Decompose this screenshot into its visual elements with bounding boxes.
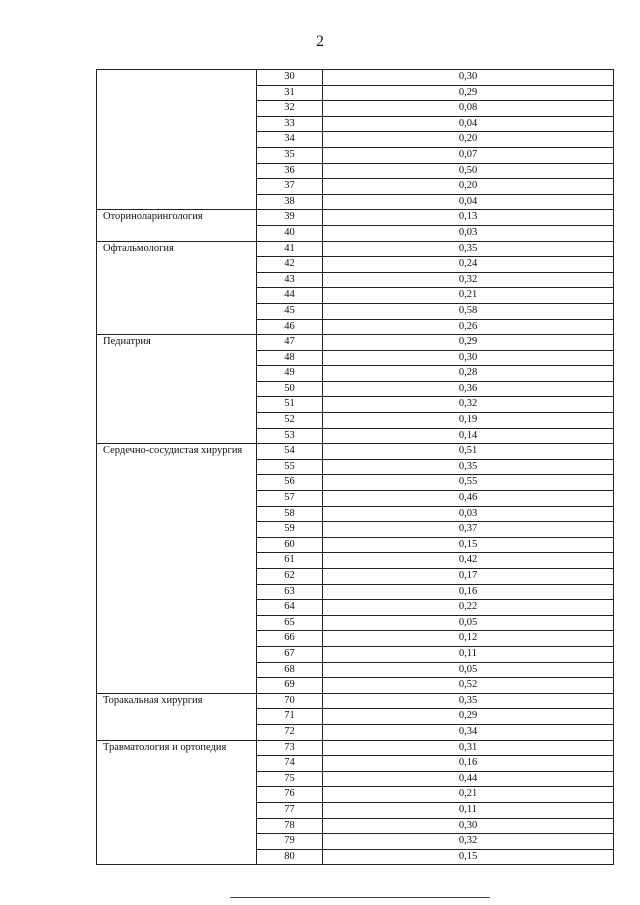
department-name <box>97 70 257 210</box>
row-number: 77 <box>257 802 323 818</box>
coefficient-value: 0,14 <box>323 428 614 444</box>
row-number: 56 <box>257 475 323 491</box>
coefficient-value: 0,50 <box>323 163 614 179</box>
coefficient-value: 0,31 <box>323 740 614 756</box>
page-number: 2 <box>316 33 324 50</box>
department-name: Торакальная хирургия <box>97 693 257 740</box>
coefficient-value: 0,17 <box>323 569 614 585</box>
row-number: 48 <box>257 350 323 366</box>
coefficient-value: 0,07 <box>323 147 614 163</box>
coefficient-value: 0,11 <box>323 802 614 818</box>
row-number: 42 <box>257 257 323 273</box>
row-number: 32 <box>257 101 323 117</box>
coefficient-table <box>96 69 614 865</box>
row-number: 64 <box>257 600 323 616</box>
coefficient-value: 0,03 <box>323 225 614 241</box>
row-number: 59 <box>257 522 323 538</box>
row-number: 40 <box>257 225 323 241</box>
row-number: 73 <box>257 740 323 756</box>
coefficient-value: 0,44 <box>323 771 614 787</box>
coefficient-value: 0,21 <box>323 288 614 304</box>
row-number: 75 <box>257 771 323 787</box>
row-number: 74 <box>257 756 323 772</box>
coefficient-value: 0,15 <box>323 849 614 865</box>
coefficient-value: 0,05 <box>323 662 614 678</box>
row-number: 55 <box>257 459 323 475</box>
coefficient-value: 0,46 <box>323 491 614 507</box>
coefficient-value: 0,52 <box>323 678 614 694</box>
row-number: 78 <box>257 818 323 834</box>
coefficient-value: 0,20 <box>323 132 614 148</box>
coefficient-value: 0,03 <box>323 506 614 522</box>
row-number: 36 <box>257 163 323 179</box>
row-number: 57 <box>257 491 323 507</box>
coefficient-value: 0,11 <box>323 646 614 662</box>
coefficient-value: 0,05 <box>323 615 614 631</box>
coefficient-value: 0,30 <box>323 70 614 86</box>
row-number: 41 <box>257 241 323 257</box>
table-body <box>97 70 614 865</box>
row-number: 47 <box>257 335 323 351</box>
table-row <box>97 210 614 226</box>
row-number: 68 <box>257 662 323 678</box>
row-number: 38 <box>257 194 323 210</box>
row-number: 62 <box>257 569 323 585</box>
row-number: 60 <box>257 537 323 553</box>
row-number: 54 <box>257 444 323 460</box>
coefficient-value: 0,42 <box>323 553 614 569</box>
row-number: 49 <box>257 366 323 382</box>
row-number: 31 <box>257 85 323 101</box>
coefficient-value: 0,55 <box>323 475 614 491</box>
coefficient-value: 0,34 <box>323 724 614 740</box>
row-number: 52 <box>257 413 323 429</box>
coefficient-value: 0,30 <box>323 818 614 834</box>
coefficient-value: 0,04 <box>323 194 614 210</box>
department-name: Сердечно-сосудистая хирургия <box>97 444 257 694</box>
row-number: 34 <box>257 132 323 148</box>
coefficient-value: 0,32 <box>323 397 614 413</box>
row-number: 65 <box>257 615 323 631</box>
row-number: 79 <box>257 834 323 850</box>
coefficient-value: 0,21 <box>323 787 614 803</box>
row-number: 67 <box>257 646 323 662</box>
row-number: 71 <box>257 709 323 725</box>
table-row <box>97 693 614 709</box>
row-number: 66 <box>257 631 323 647</box>
coefficient-value: 0,12 <box>323 631 614 647</box>
coefficient-value: 0,16 <box>323 756 614 772</box>
coefficient-value: 0,13 <box>323 210 614 226</box>
row-number: 37 <box>257 179 323 195</box>
coefficient-value: 0,29 <box>323 335 614 351</box>
coefficient-value: 0,19 <box>323 413 614 429</box>
coefficient-value: 0,08 <box>323 101 614 117</box>
row-number: 58 <box>257 506 323 522</box>
row-number: 76 <box>257 787 323 803</box>
row-number: 45 <box>257 303 323 319</box>
row-number: 51 <box>257 397 323 413</box>
coefficient-value: 0,36 <box>323 381 614 397</box>
coefficient-value: 0,20 <box>323 179 614 195</box>
row-number: 35 <box>257 147 323 163</box>
coefficient-value: 0,29 <box>323 85 614 101</box>
footer-rule <box>230 897 490 898</box>
coefficient-value: 0,28 <box>323 366 614 382</box>
row-number: 69 <box>257 678 323 694</box>
coefficient-value: 0,35 <box>323 693 614 709</box>
row-number: 44 <box>257 288 323 304</box>
coefficient-value: 0,35 <box>323 459 614 475</box>
row-number: 70 <box>257 693 323 709</box>
coefficient-value: 0,29 <box>323 709 614 725</box>
coefficient-value: 0,32 <box>323 272 614 288</box>
coefficient-value: 0,58 <box>323 303 614 319</box>
row-number: 72 <box>257 724 323 740</box>
row-number: 39 <box>257 210 323 226</box>
department-name: Офтальмология <box>97 241 257 335</box>
row-number: 43 <box>257 272 323 288</box>
coefficient-value: 0,04 <box>323 116 614 132</box>
department-name: Травматология и ортопедия <box>97 740 257 865</box>
department-name: Педиатрия <box>97 335 257 444</box>
coefficient-value: 0,51 <box>323 444 614 460</box>
row-number: 53 <box>257 428 323 444</box>
coefficient-value: 0,26 <box>323 319 614 335</box>
coefficient-value: 0,35 <box>323 241 614 257</box>
row-number: 30 <box>257 70 323 86</box>
coefficient-value: 0,24 <box>323 257 614 273</box>
row-number: 61 <box>257 553 323 569</box>
table-row <box>97 444 614 460</box>
row-number: 50 <box>257 381 323 397</box>
coefficient-value: 0,22 <box>323 600 614 616</box>
row-number: 33 <box>257 116 323 132</box>
coefficient-value: 0,30 <box>323 350 614 366</box>
coefficient-value: 0,16 <box>323 584 614 600</box>
department-name: Оториноларингология <box>97 210 257 241</box>
row-number: 63 <box>257 584 323 600</box>
row-number: 46 <box>257 319 323 335</box>
table-row <box>97 241 614 257</box>
coefficient-value: 0,32 <box>323 834 614 850</box>
table-row <box>97 70 614 86</box>
coefficient-value: 0,37 <box>323 522 614 538</box>
table-row <box>97 740 614 756</box>
coefficient-value: 0,15 <box>323 537 614 553</box>
row-number: 80 <box>257 849 323 865</box>
table-row <box>97 335 614 351</box>
